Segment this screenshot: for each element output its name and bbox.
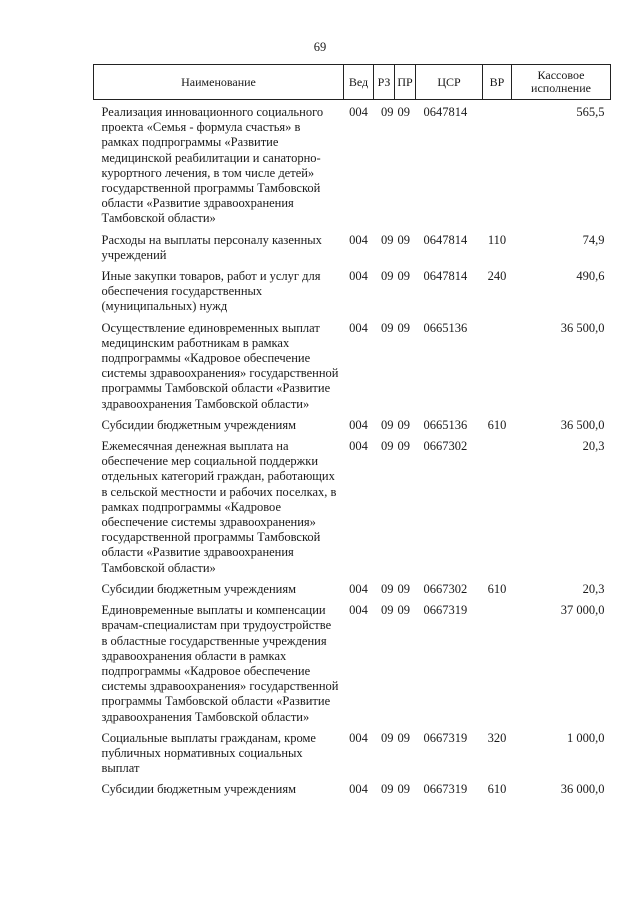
table-row [94, 782, 611, 803]
column-header-pr: ПР [395, 65, 416, 100]
row-name: Единовременные выплаты и компенсации врачам-специалистам при трудоустройстве в областные государственные учреждения здравоохранения области в рамках подпрограммы «Кадровое обеспечение системы здравоохранения» государственной программы Тамбовской области «Развитие здравоохранения Тамбовской области» [101, 603, 339, 724]
row-rz: 09 [381, 730, 394, 745]
table-row [94, 233, 611, 269]
row-rz: 09 [381, 232, 394, 247]
row-sum: 20,3 [582, 581, 605, 596]
row-sum: 20,3 [582, 439, 605, 454]
row-sum: 37 000,0 [560, 603, 605, 618]
row-sum: 565,5 [576, 105, 605, 119]
column-header-csr: ЦСР [416, 65, 483, 100]
budget-table [93, 64, 611, 804]
row-name: Субсидии бюджетным учреждениям [101, 581, 297, 596]
column-header-rz: РЗ [374, 65, 395, 100]
row-sum: 74,9 [582, 232, 605, 247]
row-csr: 0665136 [423, 417, 468, 432]
row-ved: 004 [349, 105, 368, 119]
row-pr: 09 [397, 603, 410, 618]
row-rz: 09 [381, 105, 394, 119]
row-ved: 004 [349, 232, 368, 247]
row-rz: 09 [381, 269, 394, 284]
row-rz: 09 [381, 581, 394, 596]
row-name: Социальные выплаты гражданам, кроме публичных нормативных социальных выплат [101, 730, 316, 776]
row-pr: 09 [397, 417, 410, 432]
row-sum: 490,6 [576, 269, 605, 284]
table-row [94, 321, 611, 418]
row-vr: 610 [487, 417, 507, 432]
row-vr [483, 321, 512, 418]
row-csr: 0647814 [423, 269, 468, 284]
row-vr [483, 100, 512, 233]
row-ved: 004 [349, 269, 368, 284]
row-ved: 004 [349, 417, 368, 432]
row-name: Ежемесячная денежная выплата на обеспечение мер социальной поддержки отдельных категорий граждан, работающих в сельской местности и рабочих поселках, в рамках подпрограммы «Кадровое обеспечение системы здравоохранения» государственной программы Тамбовской области «Развитие здравоохранения Тамбовской области» [101, 439, 337, 575]
page-number: 69 [313, 40, 327, 54]
row-pr: 09 [397, 269, 410, 284]
table-header-row [94, 65, 611, 100]
row-csr: 0667319 [423, 730, 468, 745]
row-csr: 0647814 [423, 105, 468, 119]
column-header-name: Наименование [94, 65, 344, 100]
row-pr: 09 [397, 730, 410, 745]
row-pr: 09 [397, 581, 410, 596]
row-ved: 004 [349, 320, 368, 335]
row-vr: 320 [487, 730, 507, 745]
row-csr: 0665136 [423, 320, 468, 335]
column-header-vr: ВР [483, 65, 512, 100]
row-ved: 004 [349, 730, 368, 745]
row-pr: 09 [397, 105, 410, 119]
row-csr: 0647814 [423, 232, 468, 247]
table-row [94, 100, 611, 233]
row-csr: 0667302 [423, 581, 468, 596]
row-csr: 0667319 [423, 603, 468, 618]
row-ved: 004 [349, 439, 368, 454]
row-ved: 004 [349, 581, 368, 596]
row-vr: 610 [487, 782, 507, 797]
column-header-sum: Кассовое исполнение [512, 65, 611, 100]
row-sum: 1 000,0 [567, 730, 605, 745]
table-row [94, 731, 611, 783]
table-row [94, 269, 611, 321]
row-rz: 09 [381, 417, 394, 432]
row-vr [483, 603, 512, 731]
row-name: Субсидии бюджетным учреждениям [101, 782, 297, 797]
table-row [94, 582, 611, 603]
row-pr: 09 [397, 232, 410, 247]
column-header-ved: Вед [344, 65, 374, 100]
table-row [94, 439, 611, 582]
row-vr: 610 [487, 581, 507, 596]
row-pr: 09 [397, 439, 410, 454]
row-vr: 240 [487, 269, 507, 284]
row-name: Расходы на выплаты персоналу казенных учреждений [101, 232, 322, 262]
row-vr [483, 439, 512, 582]
table-row [94, 418, 611, 439]
row-ved: 004 [349, 603, 368, 618]
row-name: Осуществление единовременных выплат медицинским работникам в рамках подпрограммы «Кадровое обеспечение системы здравоохранения» государственной программы Тамбовской области «Развитие здравоохранения Тамбовской области» [101, 320, 339, 411]
row-ved: 004 [349, 782, 368, 797]
row-sum: 36 500,0 [560, 417, 605, 432]
row-vr: 110 [487, 232, 507, 247]
row-name: Реализация инновационного социального проекта «Семья - формула счастья» в рамках подпрограммы «Развитие медицинской реабилитации и санаторно-курортного лечения, в том числе детей» государственной программы Тамбовской области «Развитие здравоохранения Тамбовской области» [101, 105, 324, 226]
row-rz: 09 [381, 439, 394, 454]
row-pr: 09 [397, 320, 410, 335]
row-csr: 0667302 [423, 439, 468, 454]
row-sum: 36 500,0 [560, 320, 605, 335]
row-name: Иные закупки товаров, работ и услуг для обеспечения государственных (муниципальных) нужд [101, 269, 321, 314]
row-name: Субсидии бюджетным учреждениям [101, 417, 297, 432]
row-rz: 09 [381, 320, 394, 335]
row-rz: 09 [381, 782, 394, 797]
row-rz: 09 [381, 603, 394, 618]
row-pr: 09 [397, 782, 410, 797]
row-csr: 0667319 [423, 782, 468, 797]
table-row [94, 603, 611, 731]
row-sum: 36 000,0 [560, 782, 605, 797]
